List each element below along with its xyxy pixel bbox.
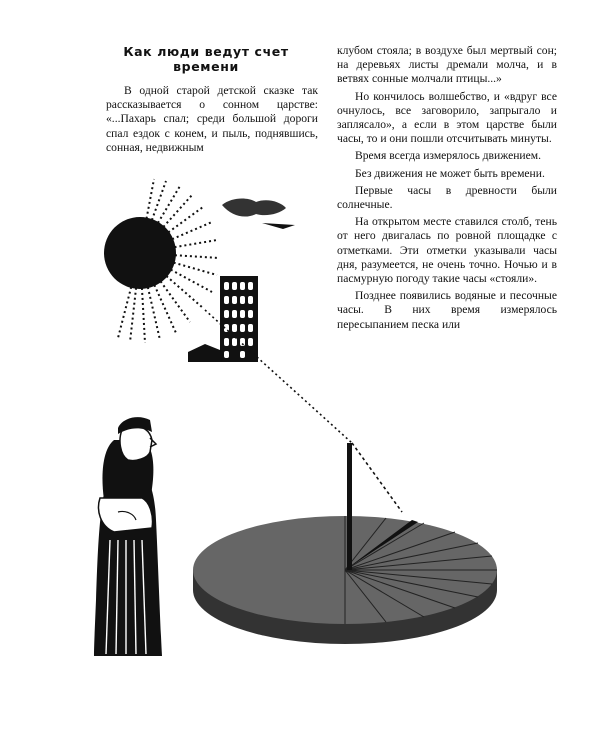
robed-monk-figure [94,417,162,656]
sundial-pole [347,443,352,570]
heading-line-2: времени [173,59,239,74]
pole-shadow-line [352,443,402,512]
house [188,344,222,362]
sun [104,217,176,289]
paragraph: Без движения не может быть времени. [355,166,545,180]
paragraph: клубом стояла; в воздухе был мертвый сон; на деревьях листы дремали молча, и в ветвях сонные молчали птицы...» [337,44,557,86]
paragraph: В одной старой детской сказке так рассказывается о сонном царстве: «...Пахарь спал; среди большой дороги спал ездок с конем, и пыль, поднявшись, сонная, недвижным [106,84,318,154]
tower [220,276,258,362]
sundial-disk [193,516,497,644]
paragraph: Но кончилось волшебство, и «вдруг все очнулось, все заговорило, запрыгало и заплясало», а если в этом царстве были часы, то и они пошли отсчитывать минуты. [337,89,557,146]
paragraph: На открытом месте ставился столб, тень от него двигалась по ровной площадке с отметками. Эти отметки указывали часы дня, разумеется, не очень точно. Ночью и в пасмурную погоду такие часы «стояли». [337,215,557,286]
heading-line-1: Как люди ведут счет [123,44,289,59]
cloud-wisp [262,223,295,229]
paragraph: Первые часы в древности были солнечные. [337,183,557,212]
cloud [222,199,286,217]
paragraph: Позднее появились водяные и песочные часы. В них время измерялось пересыпанием песка или [337,289,557,331]
paragraph: Время всегда измерялось движением. [355,149,542,163]
